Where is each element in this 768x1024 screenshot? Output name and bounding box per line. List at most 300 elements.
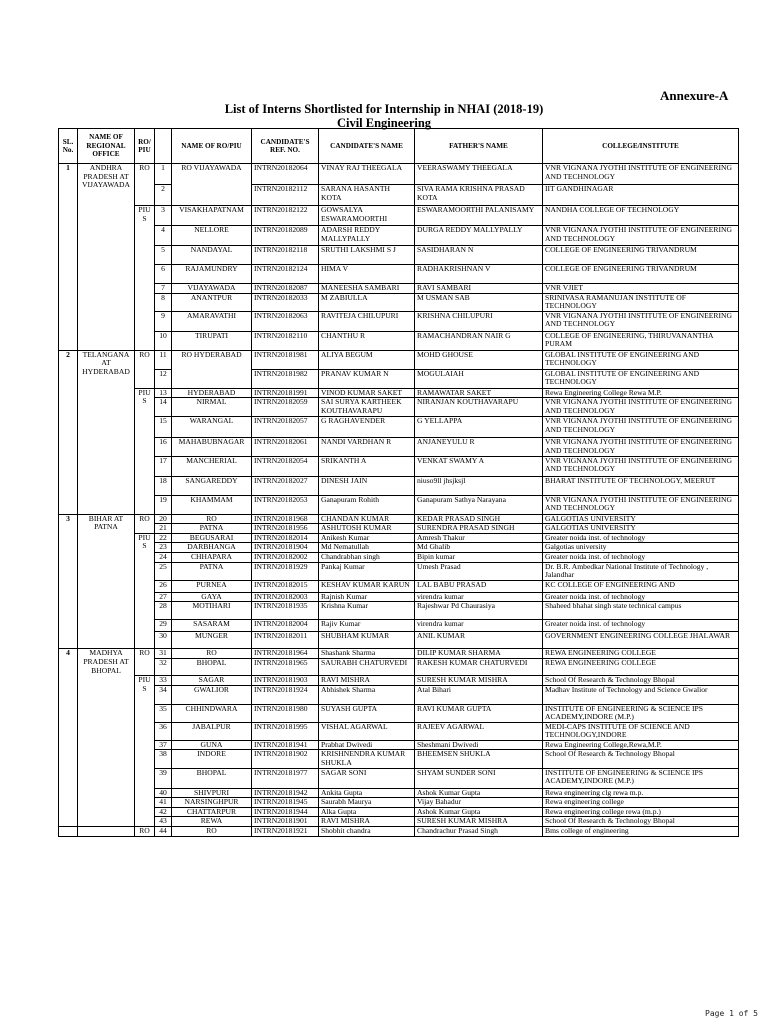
- candidate-name: Md Nematullah: [319, 543, 415, 553]
- college-name: Galgotias university: [543, 543, 739, 553]
- row-index: 11: [155, 350, 172, 369]
- college-name: Greater noida inst. of technology: [543, 533, 739, 543]
- unit-name: WARANGAL: [172, 417, 252, 438]
- ro-label: RO: [135, 350, 155, 388]
- father-name: Rajeshwar Pd Chaurasiya: [415, 602, 543, 620]
- unit-name: SHIVPURI: [172, 788, 252, 798]
- regional-office-name: TELANGANA AT HYDERABAD: [78, 350, 135, 514]
- ref-number: INTRN20182054: [252, 456, 319, 476]
- table-row: [59, 798, 739, 808]
- row-index: 14: [155, 398, 172, 417]
- table-row: [59, 311, 739, 331]
- father-name: RADHAKRISHNAN V: [415, 265, 543, 284]
- table-row: [59, 750, 739, 768]
- candidate-name: Rajiv Kumar: [319, 620, 415, 632]
- candidate-name: G RAGHAVENDER: [319, 417, 415, 438]
- college-name: GALGOTIAS UNIVERSITY: [543, 514, 739, 524]
- candidate-name: SAGAR SONI: [319, 768, 415, 788]
- group-sl: 1: [59, 164, 78, 351]
- college-name: INSTITUTE OF ENGINEERING & SCIENCE IPS ACADEMY,INDORE (M.P.): [543, 768, 739, 788]
- college-name: Dr. B.R. Ambedkar National Institute of Technology , Jalandhar: [543, 562, 739, 580]
- unit-name: AMARAVATHI: [172, 311, 252, 331]
- unit-name: GUNA: [172, 740, 252, 750]
- ref-number: INTRN20181901: [252, 817, 319, 827]
- candidate-name: SAI SURYA KARTHEEK KOUTHAVARAPU: [319, 398, 415, 417]
- college-name: Madhav Institute of Technology and Science Gwalior: [543, 685, 739, 704]
- row-index: 23: [155, 543, 172, 553]
- ref-number: INTRN20181941: [252, 740, 319, 750]
- college-name: School Of Research & Technology Bhopal: [543, 817, 739, 827]
- college-name: VNR VIGNANA JYOTHI INSTITUTE OF ENGINEERING AND TECHNOLOGY: [543, 417, 739, 438]
- unit-name: MOTIHARI: [172, 602, 252, 620]
- table-row: [59, 398, 739, 417]
- row-index: 35: [155, 704, 172, 722]
- father-name: ANIL KUMAR: [415, 632, 543, 649]
- candidate-name: HIMA V: [319, 265, 415, 284]
- father-name: DURGA REDDY MALLYPALLY: [415, 226, 543, 246]
- father-name: RAMACHANDRAN NAIR G: [415, 331, 543, 350]
- table-row: [59, 740, 739, 750]
- col-index: [155, 129, 172, 164]
- row-index: 2: [155, 185, 172, 206]
- piu-label: PIU S: [135, 388, 155, 514]
- table-row: [59, 284, 739, 294]
- college-name: COLLEGE OF ENGINEERING TRIVANDRUM: [543, 265, 739, 284]
- table-row: [59, 331, 739, 350]
- table-row: [59, 533, 739, 543]
- candidate-name: Shashank Sharma: [319, 649, 415, 659]
- college-name: Shaheed bhahat singh state technical campus: [543, 602, 739, 620]
- ref-number: INTRN20182027: [252, 476, 319, 495]
- father-name: Amresh Thakur: [415, 533, 543, 543]
- table-row: [59, 417, 739, 438]
- candidate-name: SRUTHI LAKSHMI S J: [319, 246, 415, 265]
- ref-number: INTRN20182004: [252, 620, 319, 632]
- college-name: NANDHA COLLEGE OF TECHNOLOGY: [543, 206, 739, 226]
- college-name: INSTITUTE OF ENGINEERING & SCIENCE IPS ACADEMY,INDORE (M.P.): [543, 704, 739, 722]
- table-row: [59, 620, 739, 632]
- unit-name: RO HYDERABAD: [172, 350, 252, 388]
- table-row: [59, 704, 739, 722]
- father-name: SHYAM SUNDER SONI: [415, 768, 543, 788]
- candidate-name: GOWSALYA ESWARAMOORTHI: [319, 206, 415, 226]
- unit-name: PURNEA: [172, 580, 252, 592]
- group-sl: [59, 827, 78, 837]
- ro-label: RO: [135, 514, 155, 533]
- table-row: [59, 495, 739, 514]
- father-name: Umesh Prasad: [415, 562, 543, 580]
- college-name: BHARAT INSTITUTE OF TECHNOLOGY, MEERUT: [543, 476, 739, 495]
- unit-name: PATNA: [172, 524, 252, 534]
- candidate-name: SARANA HASANTH KOTA: [319, 185, 415, 206]
- regional-office-name: BIHAR AT PATNA: [78, 514, 135, 649]
- col-name: CANDIDATE'S NAME: [319, 129, 415, 164]
- father-name: RAVI KUMAR GUPTA: [415, 704, 543, 722]
- ref-number: INTRN20182002: [252, 552, 319, 562]
- ref-number: INTRN20182014: [252, 533, 319, 543]
- table-row: [59, 552, 739, 562]
- college-name: Greater noida inst. of technology: [543, 592, 739, 602]
- unit-name: VISAKHAPATNAM: [172, 206, 252, 226]
- row-index: 17: [155, 456, 172, 476]
- father-name: KEDAR PRASAD SINGH: [415, 514, 543, 524]
- table-row: [59, 788, 739, 798]
- table-row: [59, 438, 739, 456]
- table-row: [59, 580, 739, 592]
- table-row: [59, 388, 739, 398]
- unit-name: BEGUSARAI: [172, 533, 252, 543]
- ref-number: INTRN20182011: [252, 632, 319, 649]
- unit-name: CHHAPARA: [172, 552, 252, 562]
- table-row: [59, 369, 739, 388]
- candidate-name: Krishna Kumar: [319, 602, 415, 620]
- candidate-name: VINOD KUMAR SAKET: [319, 388, 415, 398]
- table-header-row: [59, 129, 739, 164]
- ref-number: INTRN20182124: [252, 265, 319, 284]
- ref-number: INTRN20181977: [252, 768, 319, 788]
- father-name: MOHD GHOUSE: [415, 350, 543, 369]
- row-index: 10: [155, 331, 172, 350]
- unit-name: TIRUPATI: [172, 331, 252, 350]
- father-name: SURESH KUMAR MISHRA: [415, 675, 543, 685]
- row-index: 9: [155, 311, 172, 331]
- candidate-name: Rajnish Kumar: [319, 592, 415, 602]
- interns-table: [58, 128, 739, 837]
- father-name: G YELLAPPA: [415, 417, 543, 438]
- college-name: COLLEGE OF ENGINEERING TRIVANDRUM: [543, 246, 739, 265]
- row-index: 25: [155, 562, 172, 580]
- ref-number: INTRN20182061: [252, 438, 319, 456]
- college-name: COLLEGE OF ENGINEERING, THIRUVANANTHA PURAM: [543, 331, 739, 350]
- table-row: [59, 185, 739, 206]
- ref-number: INTRN20182064: [252, 164, 319, 185]
- father-name: Sheshmani Dwivedi: [415, 740, 543, 750]
- row-index: 26: [155, 580, 172, 592]
- candidate-name: ASHUTOSH KUMAR: [319, 524, 415, 534]
- table-row: [59, 524, 739, 534]
- unit-name: RO VIJAYAWADA: [172, 164, 252, 206]
- ref-number: INTRN20182053: [252, 495, 319, 514]
- table-row: [59, 592, 739, 602]
- ref-number: INTRN20181982: [252, 369, 319, 388]
- college-name: VNR VIGNANA JYOTHI INSTITUTE OF ENGINEERING AND TECHNOLOGY: [543, 311, 739, 331]
- row-index: 5: [155, 246, 172, 265]
- row-index: 36: [155, 722, 172, 740]
- candidate-name: Chandrabhan singh: [319, 552, 415, 562]
- candidate-name: SHUBHAM KUMAR: [319, 632, 415, 649]
- table-row: [59, 632, 739, 649]
- father-name: RAMAWATAR SAKET: [415, 388, 543, 398]
- row-index: 6: [155, 265, 172, 284]
- col-ref: CANDIDATE'S REF. NO.: [252, 129, 319, 164]
- unit-name: ANANTPUR: [172, 293, 252, 311]
- table-row: [59, 514, 739, 524]
- unit-name: NANDAYAL: [172, 246, 252, 265]
- table-row: [59, 543, 739, 553]
- candidate-name: NANDI VARDHAN R: [319, 438, 415, 456]
- table-row: [59, 476, 739, 495]
- table-row: [59, 562, 739, 580]
- college-name: MEDI-CAPS INSTITUTE OF SCIENCE AND TECHNOLOGY,INDORE: [543, 722, 739, 740]
- table-row: [59, 685, 739, 704]
- annexure-label: Annexure-A: [660, 88, 729, 103]
- college-name: VNR VIGNANA JYOTHI INSTITUTE OF ENGINEERING AND TECHNOLOGY: [543, 456, 739, 476]
- candidate-name: Pankaj Kumar: [319, 562, 415, 580]
- ref-number: INTRN20181980: [252, 704, 319, 722]
- father-name: MOGULAIAH: [415, 369, 543, 388]
- ref-number: INTRN20181903: [252, 675, 319, 685]
- row-index: 32: [155, 658, 172, 675]
- table-row: [59, 722, 739, 740]
- row-index: 39: [155, 768, 172, 788]
- college-name: VNR VIGNANA JYOTHI INSTITUTE OF ENGINEERING AND TECHNOLOGY: [543, 495, 739, 514]
- ref-number: INTRN20181995: [252, 722, 319, 740]
- table-row: [59, 246, 739, 265]
- candidate-name: RAVITEJA CHILUPURI: [319, 311, 415, 331]
- ref-number: INTRN20182112: [252, 185, 319, 206]
- ref-number: INTRN20182110: [252, 331, 319, 350]
- college-name: VNR VIGNANA JYOTHI INSTITUTE OF ENGINEERING AND TECHNOLOGY: [543, 164, 739, 185]
- unit-name: RO: [172, 827, 252, 837]
- subtitle-line: Civil Engineering: [336, 116, 432, 130]
- unit-name: DARBHANGA: [172, 543, 252, 553]
- college-name: VNR VIGNANA JYOTHI INSTITUTE OF ENGINEERING AND TECHNOLOGY: [543, 398, 739, 417]
- candidate-name: Ganapuram Rohith: [319, 495, 415, 514]
- college-name: Rewa engineering college: [543, 798, 739, 808]
- unit-name: INDORE: [172, 750, 252, 768]
- table-row: [59, 827, 739, 837]
- unit-name: CHATTARPUR: [172, 807, 252, 817]
- father-name: RAVI SAMBARI: [415, 284, 543, 294]
- college-name: Greater noida inst. of technology: [543, 620, 739, 632]
- candidate-name: CHANTHU R: [319, 331, 415, 350]
- father-name: ESWARAMOORTHI PALANISAMY: [415, 206, 543, 226]
- candidate-name: RAVI MISHRA: [319, 675, 415, 685]
- ref-number: INTRN20182087: [252, 284, 319, 294]
- row-index: 8: [155, 293, 172, 311]
- father-name: VENKAT SWAMY A: [415, 456, 543, 476]
- ref-number: INTRN20181981: [252, 350, 319, 369]
- group-sl: 3: [59, 514, 78, 649]
- candidate-name: VINAY RAJ THEEGALA: [319, 164, 415, 185]
- father-name: SASIDHARAN N: [415, 246, 543, 265]
- table-row: [59, 265, 739, 284]
- row-index: 12: [155, 369, 172, 388]
- unit-name: HYDERABAD: [172, 388, 252, 398]
- row-index: 38: [155, 750, 172, 768]
- father-name: VEERASWAMY THEEGALA: [415, 164, 543, 185]
- father-name: Md Ghalib: [415, 543, 543, 553]
- row-index: 15: [155, 417, 172, 438]
- unit-name: MANCHERIAL: [172, 456, 252, 476]
- row-index: 31: [155, 649, 172, 659]
- row-index: 43: [155, 817, 172, 827]
- unit-name: RO: [172, 649, 252, 659]
- father-name: Bipin kumar: [415, 552, 543, 562]
- father-name: niuso9ll jhsjksjl: [415, 476, 543, 495]
- college-name: KC COLLEGE OF ENGINEERING AND: [543, 580, 739, 592]
- unit-name: SAGAR: [172, 675, 252, 685]
- father-name: Atal Bihari: [415, 685, 543, 704]
- college-name: GALGOTIAS UNIVERSITY: [543, 524, 739, 534]
- row-index: 22: [155, 533, 172, 543]
- table-row: [59, 768, 739, 788]
- col-college: COLLEGE/INSTITUTE: [543, 129, 739, 164]
- unit-name: SANGAREDDY: [172, 476, 252, 495]
- candidate-name: Ankita Gupta: [319, 788, 415, 798]
- father-name: ANJANEYULU R: [415, 438, 543, 456]
- ref-number: INTRN20181904: [252, 543, 319, 553]
- unit-name: BHOPAL: [172, 768, 252, 788]
- row-index: 7: [155, 284, 172, 294]
- row-index: 37: [155, 740, 172, 750]
- row-index: 44: [155, 827, 172, 837]
- father-name: SIVA RAMA KRISHNA PRASAD KOTA: [415, 185, 543, 206]
- table-row: [59, 658, 739, 675]
- page-indicator: Page 1 of 5: [705, 1009, 758, 1018]
- college-name: Greater noida inst. of technology: [543, 552, 739, 562]
- college-name: GLOBAL INSTITUTE OF ENGINEERING AND TECHNOLOGY: [543, 369, 739, 388]
- row-index: 24: [155, 552, 172, 562]
- unit-name: KHAMMAM: [172, 495, 252, 514]
- unit-name: VIJAYAWADA: [172, 284, 252, 294]
- table-row: [59, 456, 739, 476]
- father-name: SURESH KUMAR MISHRA: [415, 817, 543, 827]
- unit-name: CHHINDWARA: [172, 704, 252, 722]
- ref-number: INTRN20182063: [252, 311, 319, 331]
- candidate-name: Saurabh Maurya: [319, 798, 415, 808]
- group-sl: 4: [59, 649, 78, 827]
- group-sl: 2: [59, 350, 78, 514]
- piu-label: PIU S: [135, 675, 155, 826]
- candidate-name: Prabhat Dwivedi: [319, 740, 415, 750]
- ref-number: INTRN20181924: [252, 685, 319, 704]
- college-name: GOVERNMENT ENGINEERING COLLEGE JHALAWAR: [543, 632, 739, 649]
- ref-number: INTRN20181942: [252, 788, 319, 798]
- col-father: FATHER'S NAME: [415, 129, 543, 164]
- table-row: [59, 649, 739, 659]
- unit-name: JABALPUR: [172, 722, 252, 740]
- col-ro-piu: RO/ PIU: [135, 129, 155, 164]
- ref-number: INTRN20181968: [252, 514, 319, 524]
- row-index: 16: [155, 438, 172, 456]
- ref-number: INTRN20181991: [252, 388, 319, 398]
- father-name: RAJEEV AGARWAL: [415, 722, 543, 740]
- ref-number: INTRN20181964: [252, 649, 319, 659]
- piu-label: PIU S: [135, 533, 155, 649]
- candidate-name: Alka Gupta: [319, 807, 415, 817]
- candidate-name: ADARSH REDDY MALLYPALLY: [319, 226, 415, 246]
- ro-label: RO: [135, 649, 155, 676]
- unit-name: REWA: [172, 817, 252, 827]
- candidate-name: VISHAL AGARWAL: [319, 722, 415, 740]
- table-row: [59, 164, 739, 185]
- ref-number: INTRN20182089: [252, 226, 319, 246]
- ref-number: INTRN20181929: [252, 562, 319, 580]
- father-name: SURENDRA PRASAD SINGH: [415, 524, 543, 534]
- piu-label: PIU S: [135, 206, 155, 351]
- father-name: virendra kumar: [415, 620, 543, 632]
- ro-label: RO: [135, 827, 155, 837]
- candidate-name: SRIKANTH A: [319, 456, 415, 476]
- candidate-name: SUYASH GUPTA: [319, 704, 415, 722]
- father-name: Ashok Kumar Gupta: [415, 788, 543, 798]
- row-index: 28: [155, 602, 172, 620]
- table-row: [59, 226, 739, 246]
- college-name: Rewa Engineering College,Rewa,M.P.: [543, 740, 739, 750]
- row-index: 29: [155, 620, 172, 632]
- college-name: VNR VIGNANA JYOTHI INSTITUTE OF ENGINEERING AND TECHNOLOGY: [543, 226, 739, 246]
- candidate-name: CHANDAN KUMAR: [319, 514, 415, 524]
- row-index: 3: [155, 206, 172, 226]
- row-index: 34: [155, 685, 172, 704]
- candidate-name: MANEESHA SAMBARI: [319, 284, 415, 294]
- ref-number: INTRN20181945: [252, 798, 319, 808]
- ref-number: INTRN20182057: [252, 417, 319, 438]
- row-index: 30: [155, 632, 172, 649]
- table-row: [59, 293, 739, 311]
- father-name: DILIP KUMAR SHARMA: [415, 649, 543, 659]
- college-name: REWA ENGINEERING COLLEGE: [543, 658, 739, 675]
- row-index: 20: [155, 514, 172, 524]
- row-index: 18: [155, 476, 172, 495]
- college-name: GLOBAL INSTITUTE OF ENGINEERING AND TECHNOLOGY: [543, 350, 739, 369]
- regional-office-name: [78, 827, 135, 837]
- father-name: RAKESH KUMAR CHATURVEDI: [415, 658, 543, 675]
- candidate-name: ALIYA BEGUM: [319, 350, 415, 369]
- row-index: 40: [155, 788, 172, 798]
- unit-name: NELLORE: [172, 226, 252, 246]
- unit-name: MUNGER: [172, 632, 252, 649]
- college-name: REWA ENGINEERING COLLEGE: [543, 649, 739, 659]
- candidate-name: KESHAV KUMAR KARUN: [319, 580, 415, 592]
- ref-number: INTRN20181965: [252, 658, 319, 675]
- college-name: Rewa Engineering College Rewa M.P.: [543, 388, 739, 398]
- document-title: [0, 102, 768, 130]
- father-name: virendra kumar: [415, 592, 543, 602]
- candidate-name: Shobhit chandra: [319, 827, 415, 837]
- unit-name: GWALIOR: [172, 685, 252, 704]
- row-index: 33: [155, 675, 172, 685]
- col-sl: SL. No.: [59, 129, 78, 164]
- unit-name: RAJAMUNDRY: [172, 265, 252, 284]
- candidate-name: Abhishek Sharma: [319, 685, 415, 704]
- father-name: KRISHNA CHILUPURI: [415, 311, 543, 331]
- candidate-name: PRANAV KUMAR N: [319, 369, 415, 388]
- table-row: [59, 817, 739, 827]
- unit-name: GAYA: [172, 592, 252, 602]
- row-index: 4: [155, 226, 172, 246]
- candidate-name: Anikesh Kumar: [319, 533, 415, 543]
- table-row: [59, 602, 739, 620]
- father-name: NIRANJAN KOUTHAVARAPU: [415, 398, 543, 417]
- ro-label: RO: [135, 164, 155, 206]
- ref-number: INTRN20182122: [252, 206, 319, 226]
- candidate-name: RAVI MISHRA: [319, 817, 415, 827]
- ref-number: INTRN20182118: [252, 246, 319, 265]
- unit-name: MAHABUBNAGAR: [172, 438, 252, 456]
- candidate-name: SAURABH CHATURVEDI: [319, 658, 415, 675]
- row-index: 27: [155, 592, 172, 602]
- father-name: BHEEMSEN SHUKLA: [415, 750, 543, 768]
- father-name: LAL BABU PRASAD: [415, 580, 543, 592]
- college-name: School Of Research & Technology Bhopal: [543, 750, 739, 768]
- ref-number: INTRN20182059: [252, 398, 319, 417]
- table-row: [59, 807, 739, 817]
- table-row: [59, 675, 739, 685]
- college-name: Bms college of engineering: [543, 827, 739, 837]
- row-index: 19: [155, 495, 172, 514]
